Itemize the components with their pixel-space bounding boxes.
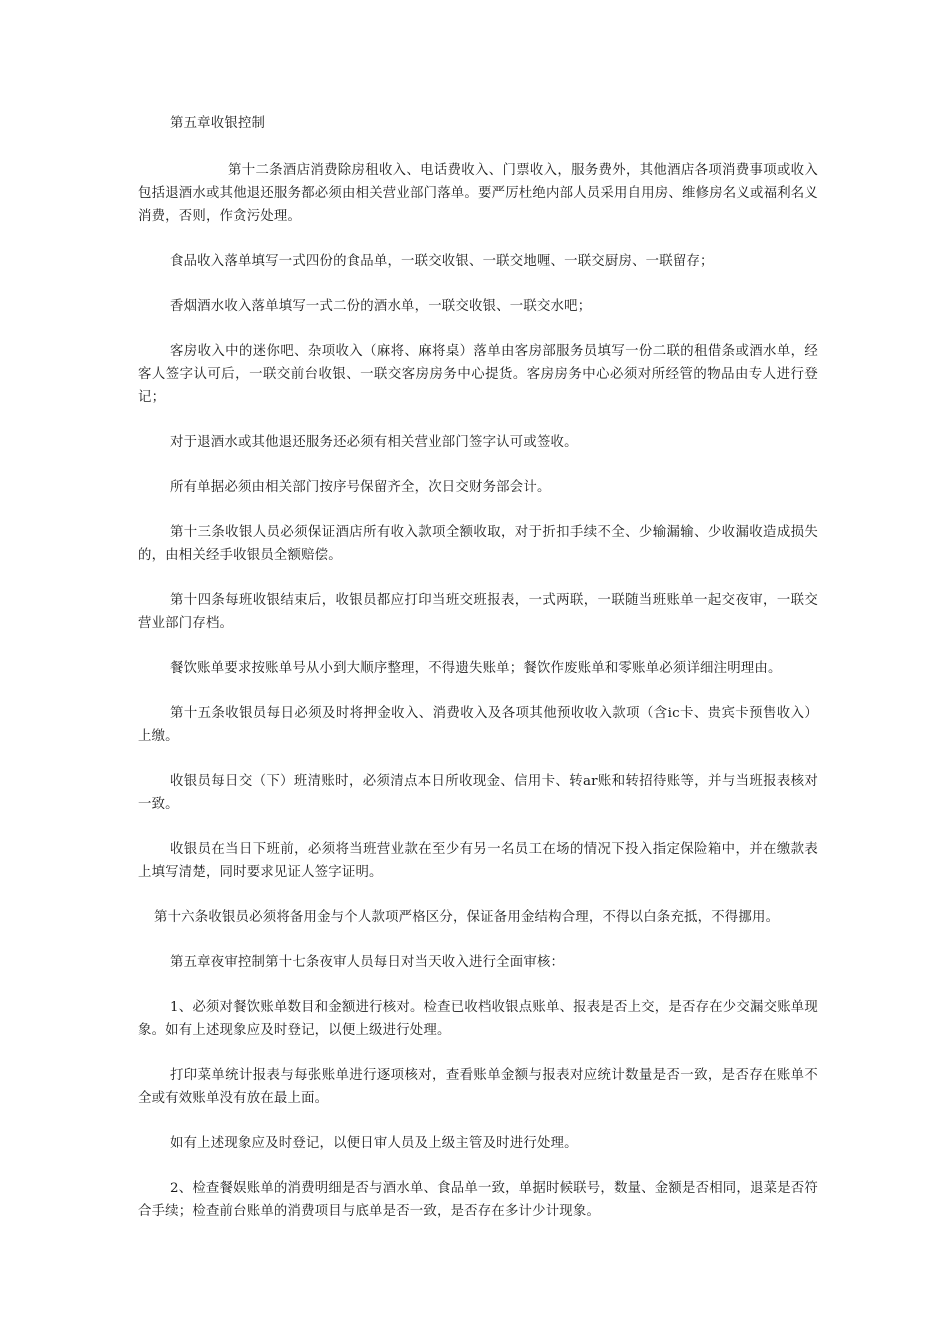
paragraph-menu-report-check: 打印菜单统计报表与每张账单进行逐项核对，查看账单金额与报表对应统计数量是否一致，是否存在账单不全或有效账单没有放在最上面。: [138, 1068, 818, 1106]
paragraph-catering-bills: 餐饮账单要求按账单号从小到大顺序整理，不得遗失账单；餐饮作废账单和零账单必须详细注明理由。: [170, 661, 782, 676]
paragraph-audit-item-2: 2、检查餐娱账单的消费明细是否与酒水单、食品单一致，单据时候联号，数量、金额是否相同，退菜是否符合手续；检查前台账单的消费项目与底单是否一致，是否存在多计少计现象。: [138, 1181, 818, 1219]
paragraph-article-13: 第十三条收银人员必须保证酒店所有收入款项全额收取，对于折扣手续不全、少输漏输、少收漏收造成损失的，由相关经手收银员全额赔偿。: [138, 525, 818, 563]
paragraph-audit-item-1: 1、必须对餐饮账单数目和金额进行核对。检查已收档收银点账单、报表是否上交，是否存在少交漏交账单现象。如有上述现象应及时登记，以便上级进行处理。: [138, 1000, 818, 1038]
paragraph-safe-deposit: 收银员在当日下班前，必须将当班营业款在至少有另一名员工在场的情况下投入指定保险箱中，并在缴款表上填写清楚，同时要求见证人签字证明。: [138, 842, 818, 880]
paragraph-returns: 对于退酒水或其他退还服务还必须有相关营业部门签字认可或签收。: [170, 435, 578, 450]
paragraph-article-16: 第十六条收银员必须将备用金与个人款项严格区分，保证备用金结构合理，不得以白条充抵，不得挪用。: [154, 910, 780, 925]
paragraph-room-minibar: 客房收入中的迷你吧、杂项收入（麻将、麻将桌）落单由客房部服务员填写一份二联的租借条或酒水单，经客人签字认可后，一联交前台收银、一联交客房房务中心提货。客房房务中心必须对所经管的物品由专人进行登记；: [138, 344, 818, 405]
paragraph-article-15: 第十五条收银员每日必须及时将押金收入、消费收入及各项其他预收收入款项（含ic卡、贵宾卡预售收入）上缴。: [138, 706, 818, 744]
paragraph-drink-orders: 香烟酒水收入落单填写一式二份的酒水单，一联交收银、一联交水吧；: [170, 299, 592, 314]
paragraph-article-14: 第十四条每班收银结束后，收银员都应打印当班交班报表，一式两联，一联随当班账单一起交夜审，一联交营业部门存档。: [138, 593, 818, 631]
paragraph-article-12: 第十二条酒店消费除房租收入、电话费收入、门票收入，服务费外，其他酒店各项消费事项或收入包括退酒水或其他退还服务都必须由相关营业部门落单。要严厉杜绝内部人员采用自用房、维修房名义或福利名义消费，否则，作贪污处理。: [138, 163, 818, 224]
paragraph-register-issues: 如有上述现象应及时登记，以便日审人员及上级主管及时进行处理。: [170, 1136, 578, 1151]
paragraph-receipts-retention: 所有单据必须由相关部门按序号保留齐全，次日交财务部会计。: [170, 480, 551, 495]
paragraph-food-orders: 食品收入落单填写一式四份的食品单，一联交收银、一联交地喱、一联交厨房、一联留存；: [170, 254, 714, 269]
paragraph-night-audit-title: 第五章夜审控制第十七条夜审人员每日对当天收入进行全面审核：: [170, 955, 565, 970]
document-body: [138, 112, 818, 1223]
chapter-title: 第五章收银控制: [170, 116, 266, 131]
paragraph-shift-clearing: 收银员每日交（下）班清账时，必须清点本日所收现金、信用卡、转ar账和转招待账等，并与当班报表核对一致。: [138, 774, 818, 812]
